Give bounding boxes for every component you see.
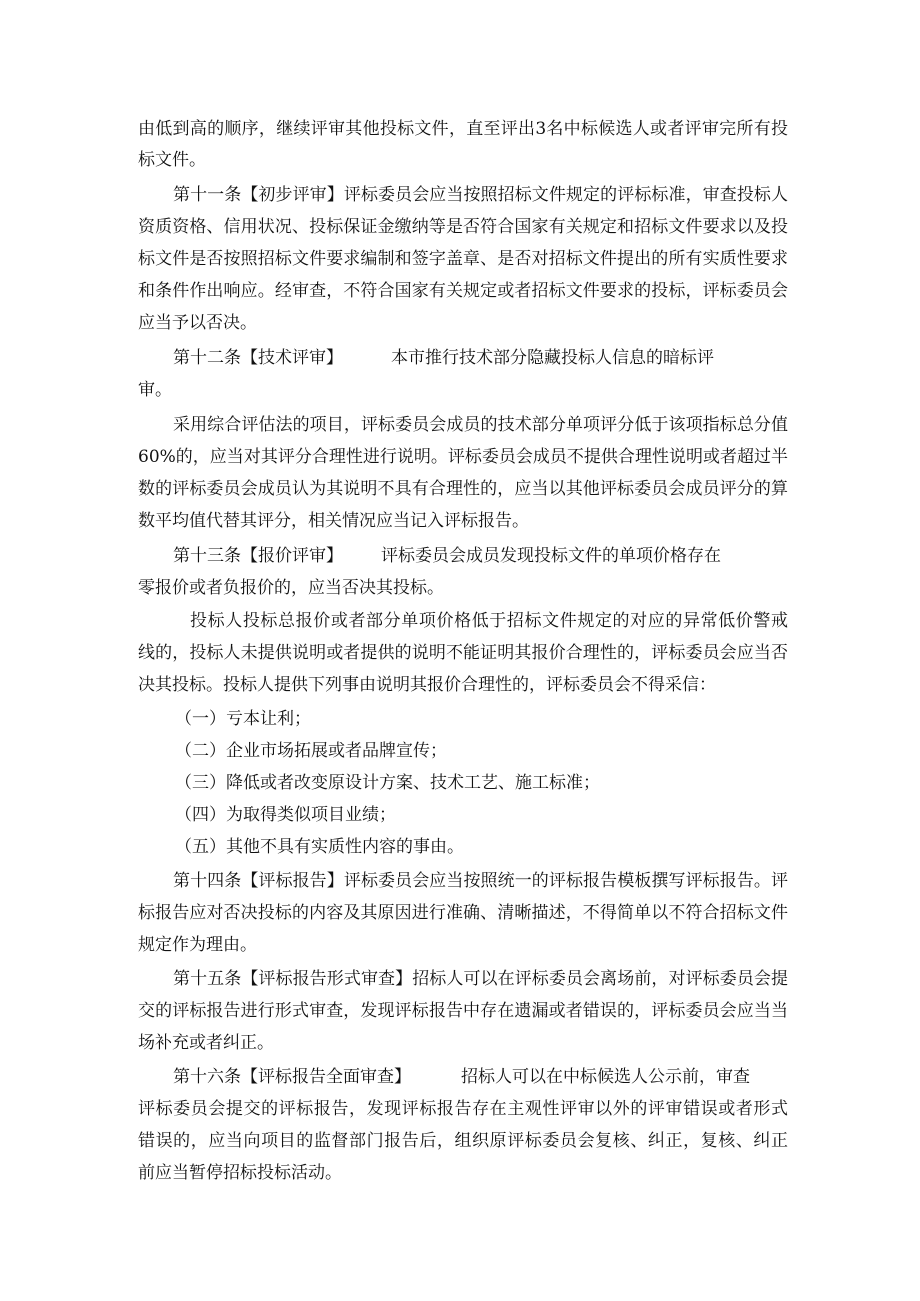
article-15-line: 场补充或者纠正。 xyxy=(138,1033,274,1053)
article-13-paragraph-line: 决其投标。投标人提供下列事由说明其报价合理性的，评标委员会不得采信： xyxy=(138,675,716,695)
list-item: （五）其他不具有实质性内容的事由。 xyxy=(175,837,464,857)
article-16-line: 错误的，应当向项目的监督部门报告后，组织原评标委员会复核、纠正，复核、纠正 xyxy=(138,1131,788,1151)
article-11-line: 资质资格、信用状况、投标保证金缴纳等是否符合国家有关规定和招标文件要求以及投 xyxy=(138,217,788,237)
list-item: （一）亏本让利； xyxy=(175,709,311,729)
article-12-paragraph-line: 数的评标委员会成员认为其说明不具有合理性的，应当以其他评标委员会成员评分的算 xyxy=(138,479,788,499)
article-13-line: 零报价或者负报价的，应当否决其投标。 xyxy=(138,578,444,598)
article-11-line: 标文件是否按照招标文件要求编制和签字盖章、是否对招标文件提出的所有实质性要求 xyxy=(138,249,788,269)
article-12-paragraph-line: 60%的，应当对其评分合理性进行说明。评标委员会成员不提供合理性说明或者超过半 xyxy=(138,447,788,467)
article-14-line: 标报告应对否决投标的内容及其原因进行准确、清晰描述，不得简单以不符合招标文件 xyxy=(138,903,788,923)
article-12-heading-line xyxy=(173,345,788,371)
article-16-heading: 第十六条【评标报告全面审查】 xyxy=(173,1067,411,1087)
article-14-line: 第十四条【评标报告】评标委员会应当按照统一的评标报告模板撰写评标报告。评 xyxy=(173,871,788,891)
article-11-line: 应当予以否决。 xyxy=(138,313,257,333)
list-item: （二）企业市场拓展或者品牌宣传； xyxy=(175,741,447,761)
article-11-line: 第十一条【初步评审】评标委员会应当按照招标文件规定的评标标准，审查投标人 xyxy=(173,185,788,205)
article-12-line: 审。 xyxy=(138,380,172,400)
article-16-line: 评标委员会提交的评标报告，发现评标报告存在主观性评审以外的评审错误或者形式 xyxy=(138,1099,788,1119)
article-11-line: 和条件作出响应。经审查，不符合国家有关规定或者招标文件要求的投标，评标委员会 xyxy=(138,281,788,301)
article-13-paragraph-line: 投标人投标总报价或者部分单项价格低于招标文件规定的对应的异常低价警戒 xyxy=(190,611,788,631)
article-16-text: 招标人可以在中标候选人公示前，审查 xyxy=(461,1067,750,1087)
paragraph-line: 由低到高的顺序，继续评审其他投标文件，直至评出3名中标候选人或者评审完所有投 xyxy=(138,119,788,139)
article-16-line: 前应当暂停招标投标活动。 xyxy=(138,1163,342,1183)
list-item: （三）降低或者改变原设计方案、技术工艺、施工标准； xyxy=(175,773,600,793)
paragraph-line: 标文件。 xyxy=(138,150,206,170)
article-13-text: 评标委员会成员发现投标文件的单项价格存在 xyxy=(381,546,721,566)
article-12-text: 本市推行技术部分隐藏投标人信息的暗标评 xyxy=(391,348,714,368)
article-13-paragraph-line: 线的，投标人未提供说明或者提供的说明不能证明其报价合理性的，评标委员会应当否 xyxy=(138,643,788,663)
article-14-line: 规定作为理由。 xyxy=(138,935,257,955)
article-12-heading: 第十二条【技术评审】 xyxy=(173,348,343,368)
article-15-line: 交的评标报告进行形式审查，发现评标报告中存在遗漏或者错误的，评标委员会应当当 xyxy=(138,1001,788,1021)
article-12-paragraph-line: 采用综合评估法的项目，评标委员会成员的技术部分单项评分低于该项指标总分值 xyxy=(173,415,788,435)
article-15-line: 第十五条【评标报告形式审查】招标人可以在评标委员会离场前，对评标委员会提 xyxy=(173,969,788,989)
article-13-heading: 第十三条【报价评审】 xyxy=(173,546,343,566)
article-12-paragraph-line: 数平均值代替其评分，相关情况应当记入评标报告。 xyxy=(138,511,529,531)
article-13-heading-line xyxy=(173,543,788,569)
article-16-heading-line xyxy=(173,1064,788,1090)
list-item: （四）为取得类似项目业绩； xyxy=(175,805,396,825)
